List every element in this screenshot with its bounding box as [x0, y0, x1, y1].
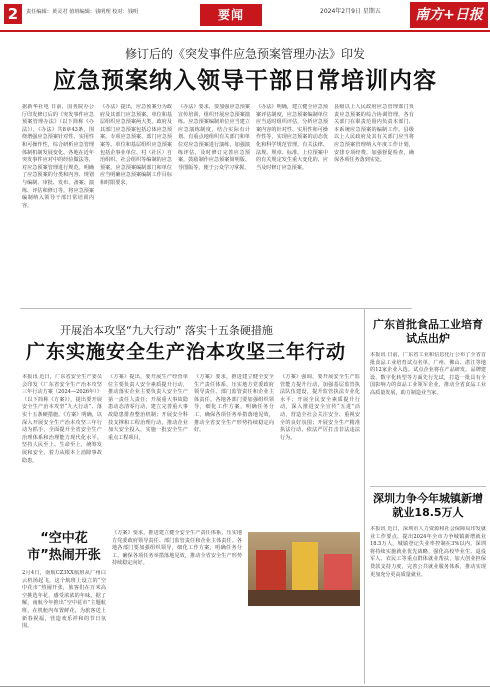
counter-shape [248, 590, 360, 606]
story1-kicker: 修订后的《突发事件应急预案管理办法》印发 [124, 47, 365, 61]
side2-headline: 深圳力争今年城镇新增就业18.5万人 [373, 492, 483, 519]
story1-column-2: 《办法》提出，应急预案分为政府及其部门应急预案、单位和基层组织应急预案两大类。政府及其部门应急预案包括总体应急预案、专项应急预案、部门应急预案等。单位和基层组织应急预案包括企事业单位、村（社区）自治组织、社会组织等编制的应急预案。应急预案编制部门和单位应当明确应急预案编制工作目标和时限要求。 [100, 104, 172, 186]
newspaper-logo: 南方+日报 [410, 2, 488, 28]
story2-column-4: 《方案》强调，要开展安全生产监管能力提升行动，加强基层监管执法队伍建设，提升监管执法专业化水平；开展全民安全素质提升行动，深入推进安全宣传“五进”活动，营造全社会关注安全、重视安全的良好氛围；开展安全生产精准执法行动，依法严厉打击非法违法行为。 [280, 374, 360, 441]
story2-column-3: 《方案》要求，推进建立健全安全生产责任体系，压实地方党委政府领导责任、部门监管责任和企业主体责任。各地各部门要加强组织领导，细化工作方案，明确任务分工，确保各项任务举措落地见效，推动全省安全生产形势持续稳定向好。 [194, 374, 274, 434]
red-stall-shape [256, 550, 286, 590]
masthead [0, 0, 490, 40]
story2-column-2: 《方案》提出，要开展生产经营单位主要负责人安全素质提升行动，推动落实企业主要负责人安全生产第一责任人责任；开展重大事故隐患动态清零行动，建立完善重大事故隐患排查整治机制；开展安全科技支撑和工程治理行动，推动企业加大安全投入，实施一批安全生产重点工程项目。 [108, 374, 188, 441]
column-rule [364, 308, 365, 684]
story1-column-1: 据新华社电 日前，国务院办公厅印发修订后的《突发事件应急预案管理办法》（以下简称《办法》），《办法》共8章43条，围绕增强应急预案针对性、实用性和可操作性，综合研析应急管理体制机制发展变化、各地在近年突发事件应对中的经验做法等，对应急预案管理进行规范。明确了应急预案的分类和内容、规划与编制、审批、发布、备案、演练、评估和修订等。将应急预案编制纳入领导干部日常培训内容。 [22, 104, 94, 209]
story2-kicker: 开展治本攻坚“九大行动” 落实十五条硬措施 [60, 324, 273, 337]
story3-headline: “空中花市”热闹开张 [27, 531, 101, 563]
header-rule [0, 30, 490, 32]
side2-body: 本报讯 近日，深圳市人力资源和社会保障局印发就业工作要点，提出2024年全市力争城镇新增就业18.5万人，城镇登记失业率控制在3%以内。深圳将持续实施就业优先战略，强化高校毕业生、退役军人、农民工等重点群体就业帮扶，加大创业担保贷款支持力度，完善公共就业服务体系，推动实现更加充分更高质量就业。 [370, 526, 486, 578]
bottom-rule [0, 686, 490, 687]
side-divider [370, 486, 486, 487]
story2-headline: 广东实施安全生产治本攻坚三年行动 [26, 341, 347, 363]
red-lantern-shape [324, 554, 352, 590]
yellow-stall-shape [292, 542, 318, 590]
side1-body: 本报讯 日前，广东省工业和信息化厅公布了全省首批食品工业培育试点名单，广州、佛山、湛江等地的12家企业入选。试点企业将在产品研发、品牌建设、数字化转型等方面先行先试，打造一批具有全国影响力的食品工业领军企业，推动全省食品工业高质量发展，助力制造业当家。 [370, 352, 486, 396]
story1-column-5: 县级以上人民政府应急管理部门负责应急预案的综合协调管理，各有关部门在职责范围内负责本部门、本系统应急预案的编制工作。县级以上人民政府及其有关部门应当将应急预案管理纳入年度工作计划，安排专项经费，加强督促检查，确保各项任务落到实处。 [334, 104, 414, 164]
story2-column-1: 本报讯 近日，广东省安全生产委员会印发《广东省安全生产治本攻坚三年行动方案（2024—2026年）》（以下简称《方案》），提出要开展安全生产治本攻坚“九大行动”、落实十五条硬措施。《方案》明确，以深入开展安全生产治本攻坚三年行动为抓手，全面提升全省安全生产治理体系和治理能力现代化水平。坚持人民至上、生命至上，统筹发展和安全，着力从根本上消除事故隐患。 [22, 374, 102, 464]
section-divider [20, 308, 412, 309]
editors-line: 责任编辑：黄灵君 值班编辑：钱明理 校对：钱明 [26, 9, 139, 15]
side1-headline: 广东首批食品工业培育试点出炉 [373, 318, 483, 345]
page-number: 2 [4, 4, 22, 24]
story1-column-4: 《办法》明确，建立健全应急预案评估制度，应急预案编制单位应当适时组织评估，分析应急预案内容的针对性、实用性和可操作性等，实现应急预案的动态优化和科学规范管理。有关法律、法规、规章、标准、上位预案中的有关规定发生重大变化的，应当及时修订应急预案。 [256, 104, 328, 171]
story2-continued: 《方案》要求，推进建立健全安全生产责任体系，压实地方党委政府领导责任、部门监管责任和企业主体责任。各地各部门要加强组织领导，细化工作方案，明确任务分工，确保各项任务举措落地见效，推动全省安全生产形势持续稳定向好。 [112, 530, 242, 567]
section-tag: 要闻 [200, 4, 262, 26]
issue-date: 2024年2月9日 星期五 [320, 8, 381, 15]
story3-body: 2月4日，南航CZ3XX航班从广州白云机场起飞，这个航班上设立的“空中花市”热闹开张，旅客们在万米高空挑选年花，感受浓浓的年味。据了解，南航今年推出“空中花市”主题航班，在机舱内布置鲜花，为旅客送上新春祝福，营造欢乐祥和的节日氛围。 [22, 570, 106, 630]
story1-column-3: 《办法》要求，要加强应急预案宣传培训，组织开展应急预案演练。应急预案编制单位应当建立应急演练制度，结合实际有计划、有重点地组织有关部门和单位对应急预案进行演练，加强演练评估，及时修订完善应急预案。鼓励制作应急预案简明版、导图版等，便于公众学习掌握。 [178, 104, 250, 171]
flower-market-photo [248, 532, 360, 606]
story1-headline: 应急预案纳入领导干部日常培训内容 [53, 67, 437, 94]
